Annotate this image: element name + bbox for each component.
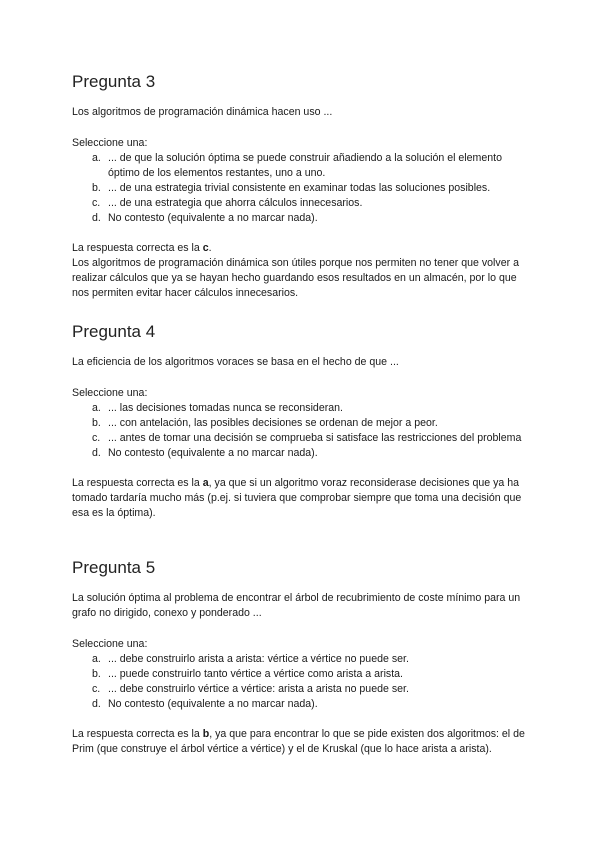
- option-letter: b.: [92, 182, 101, 194]
- option-text: ... de una estrategia trivial consistente en examinar todas las soluciones posibles.: [108, 182, 491, 194]
- question-4: [72, 322, 532, 521]
- option-a: [72, 401, 532, 416]
- option-text: ... debe construirlo vértice a vértice: arista a arista no puede ser.: [108, 683, 409, 695]
- select-prompt: Seleccione una:: [72, 638, 148, 650]
- option-c: [72, 682, 532, 697]
- option-letter: d.: [92, 447, 101, 459]
- answer-prefix: La respuesta correcta es la: [72, 477, 203, 489]
- answer-letter: a: [202, 477, 209, 489]
- option-text: No contesto (equivalente a no marcar nada).: [108, 212, 318, 224]
- select-prompt: Seleccione una:: [72, 387, 148, 399]
- answer-letter: b: [202, 728, 210, 740]
- answer-letter: c: [202, 242, 209, 254]
- question-title: Pregunta 3: [72, 72, 156, 91]
- question-stem: Los algoritmos de programación dinámica hacen uso ...: [72, 106, 333, 118]
- option-a: [72, 652, 532, 667]
- option-letter: b.: [92, 668, 101, 680]
- answer-suffix: , ya que si un algoritmo voraz reconsiderase decisiones que ya ha tomado tardaría mucho más (p.ej. si tuviera que comprobar siempre que toma una decisión que esa es la óptima).: [72, 477, 522, 519]
- option-letter: c.: [92, 432, 101, 444]
- option-text: No contesto (equivalente a no marcar nada).: [108, 698, 318, 710]
- option-letter: c.: [92, 197, 101, 209]
- option-text: ... las decisiones tomadas nunca se reconsideran.: [108, 402, 343, 414]
- question-stem: La eficiencia de los algoritmos voraces se basa en el hecho de que ...: [72, 356, 399, 368]
- option-b: [72, 181, 532, 196]
- option-letter: d.: [92, 698, 101, 710]
- option-d: [72, 211, 532, 226]
- option-b: [72, 416, 532, 431]
- option-letter: a.: [92, 653, 101, 665]
- option-c: [72, 196, 532, 211]
- option-text: ... puede construirlo tanto vértice a vértice como arista a arista.: [108, 668, 403, 680]
- question-title: Pregunta 4: [72, 322, 156, 341]
- options-list: [72, 401, 532, 461]
- option-text: ... de que la solución óptima se puede construir añadiendo a la solución el elemento óptimo de los elementos restantes, uno a uno.: [108, 152, 502, 179]
- correct-answer: [72, 241, 532, 256]
- options-list: [72, 151, 532, 226]
- option-text: ... de una estrategia que ahorra cálculos innecesarios.: [108, 197, 363, 209]
- answer-prefix: La respuesta correcta es la: [72, 242, 203, 254]
- question-title: Pregunta 5: [72, 558, 156, 577]
- options-list: [72, 652, 532, 712]
- option-letter: d.: [92, 212, 101, 224]
- option-d: [72, 446, 532, 461]
- option-text: ... con antelación, las posibles decisiones se ordenan de mejor a peor.: [108, 417, 438, 429]
- option-text: ... debe construirlo arista a arista: vértice a vértice no puede ser.: [108, 653, 409, 665]
- answer-suffix: .: [208, 242, 212, 254]
- option-c: [72, 431, 532, 446]
- option-text: No contesto (equivalente a no marcar nada).: [108, 447, 318, 459]
- option-b: [72, 667, 532, 682]
- option-d: [72, 697, 532, 712]
- answer-prefix: La respuesta correcta es la: [72, 728, 203, 740]
- correct-answer: [72, 476, 532, 521]
- option-letter: c.: [92, 683, 101, 695]
- option-letter: a.: [92, 152, 101, 164]
- option-letter: b.: [92, 417, 101, 429]
- question-stem: La solución óptima al problema de encontrar el árbol de recubrimiento de coste mínimo para un grafo no dirigido, conexo y ponderado ...: [72, 592, 521, 619]
- answer-explanation: Los algoritmos de programación dinámica son útiles porque nos permiten no tener que volver a realizar cálculos que ya se hayan hecho guardando esos resultados en un almacén, por lo que nos permiten evitar hacer cálculos innecesarios.: [72, 257, 519, 299]
- correct-answer: [72, 727, 532, 757]
- option-a: [72, 151, 532, 181]
- select-prompt: Seleccione una:: [72, 137, 148, 149]
- question-3: [72, 72, 532, 301]
- option-letter: a.: [92, 402, 101, 414]
- answer-suffix: , ya que para encontrar lo que se pide existen dos algoritmos: el de Prim (que construye el árbol vértice a vértice) y el de Kruskal (que lo hace arista a arista).: [72, 728, 525, 755]
- option-text: ... antes de tomar una decisión se comprueba si satisface las restricciones del problema: [108, 432, 522, 444]
- question-5: [72, 558, 532, 757]
